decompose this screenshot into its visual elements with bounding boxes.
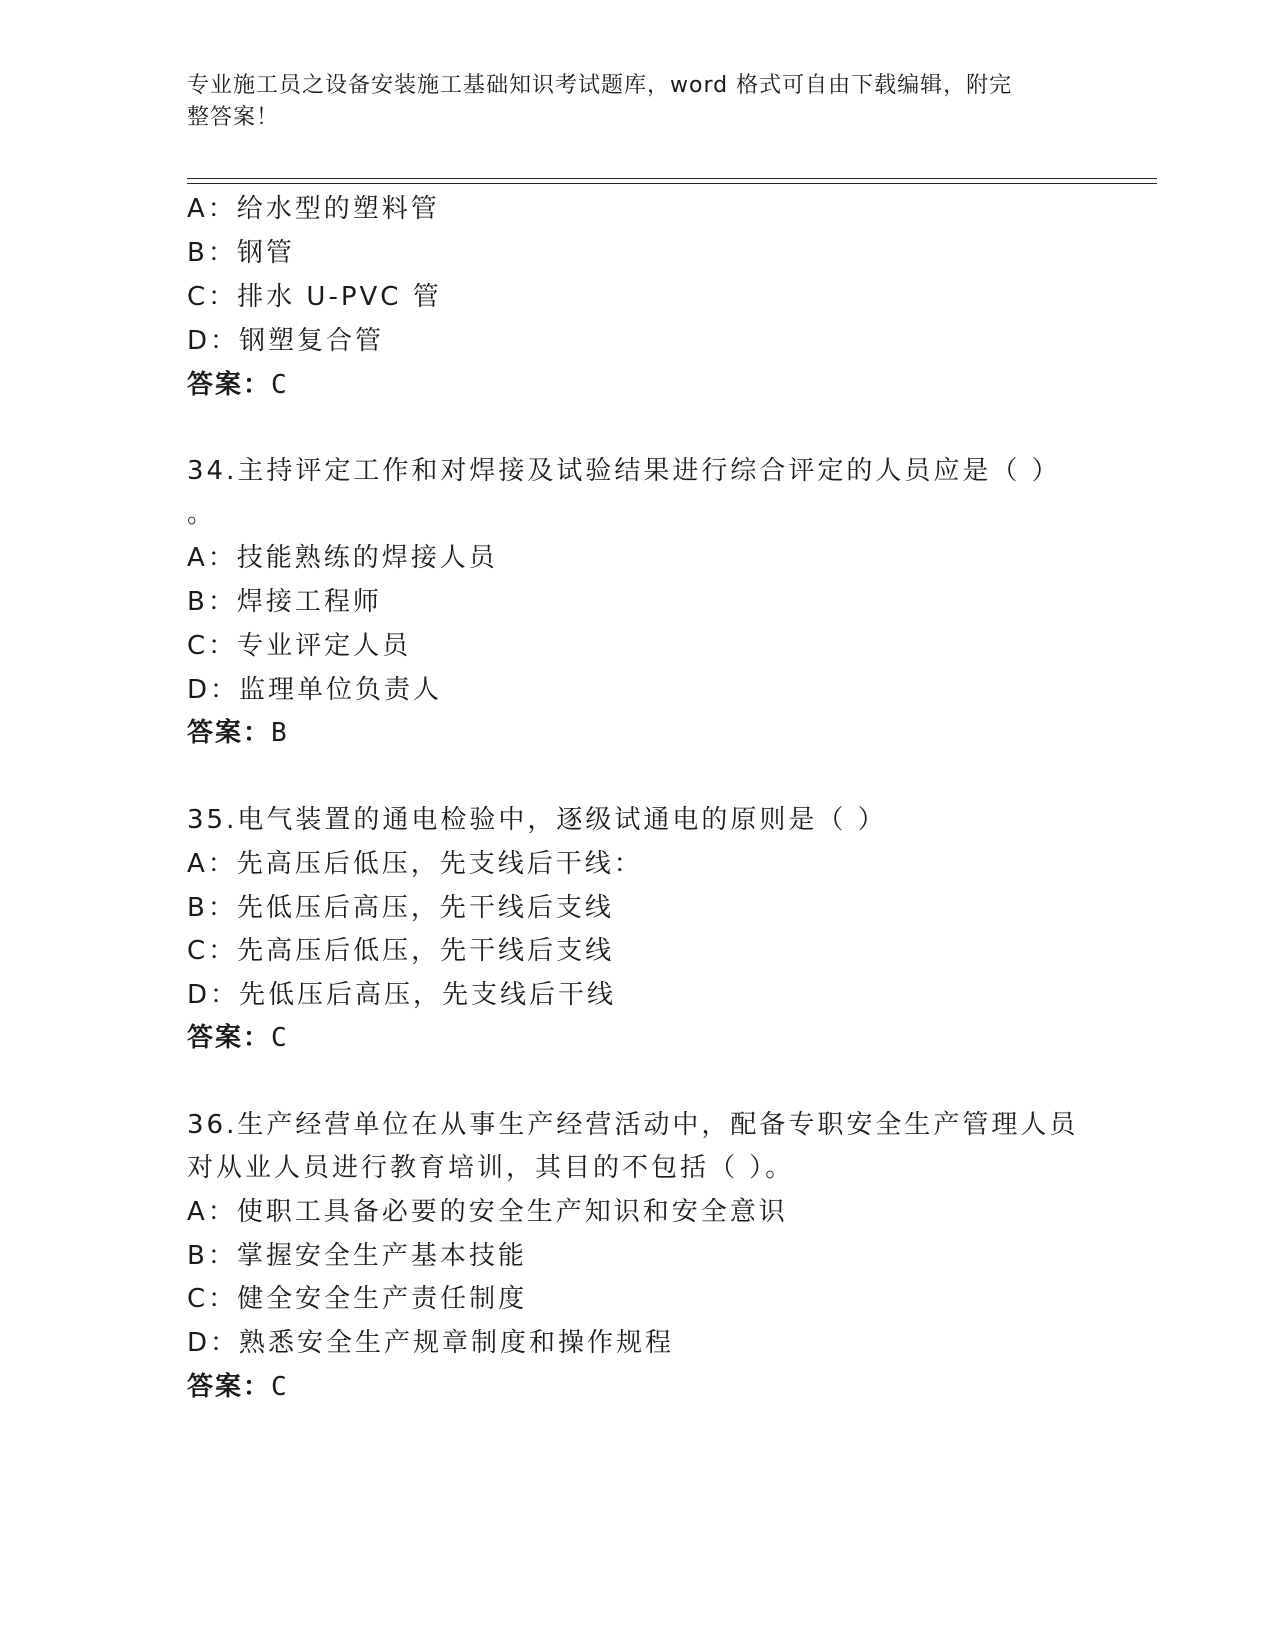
q35-option-a: A：先高压后低压，先支线后干线： [187,849,643,879]
q35-option-c: C：先高压后低压，先干线后支线 [187,936,615,966]
q36-option-b: B：掌握安全生产基本技能 [187,1241,527,1271]
q36-stem-line-1: 36.生产经营单位在从事生产经营活动中，配备专职安全生产管理人员 [187,1110,1079,1140]
q34-option-b: B：焊接工程师 [187,587,382,617]
q36-option-a: A：使职工具备必要的安全生产知识和安全意识 [187,1197,788,1227]
q33-answer [187,369,289,401]
q33-option-c: C：排水 U-PVC 管 [187,282,442,312]
q33-answer-value: C [271,370,289,400]
q34-stem-line-2: 。 [187,499,217,529]
q34-option-c: C：专业评定人员 [187,631,412,661]
q35-answer-value: C [271,1023,289,1053]
q36-option-d: D：熟悉安全生产规章制度和操作规程 [187,1328,675,1358]
header-line-2: 整答案！ [187,105,280,130]
q34-option-a: A：技能熟练的焊接人员 [187,543,498,573]
q33-option-a: A：给水型的塑料管 [187,194,440,224]
q33-option-b: B：钢管 [187,238,295,268]
q34-answer-value: B [271,718,289,748]
q35-answer-label: 答案： [187,1023,272,1053]
header-divider-top [187,178,1157,179]
q34-answer-label: 答案： [187,718,272,748]
q36-answer-label: 答案： [187,1372,272,1402]
q36-answer-value: C [271,1372,289,1402]
q33-option-d: D：钢塑复合管 [187,326,385,356]
q34-answer [187,717,289,749]
q36-option-c: C：健全安全生产责任制度 [187,1284,528,1314]
q35-option-d: D：先低压后高压，先支线后干线 [187,980,617,1010]
header-divider-bottom [187,183,1157,184]
document-header [187,70,1087,134]
header-line-1: 专业施工员之设备安装施工基础知识考试题库，word 格式可自由下载编辑，附完 [187,73,1013,98]
q33-answer-label: 答案： [187,370,272,400]
q34-stem-line-1: 34.主持评定工作和对焊接及试验结果进行综合评定的人员应是（ ） [187,456,1061,486]
q35-option-b: B：先低压后高压，先干线后支线 [187,893,614,923]
q36-stem-line-2: 对从业人员进行教育培训，其目的不包括（ ）。 [187,1153,795,1183]
q36-answer [187,1371,289,1403]
q35-stem-line-1: 35.电气装置的通电检验中，逐级试通电的原则是（ ） [187,805,887,835]
q34-option-d: D：监理单位负责人 [187,675,443,705]
q35-answer [187,1022,289,1054]
